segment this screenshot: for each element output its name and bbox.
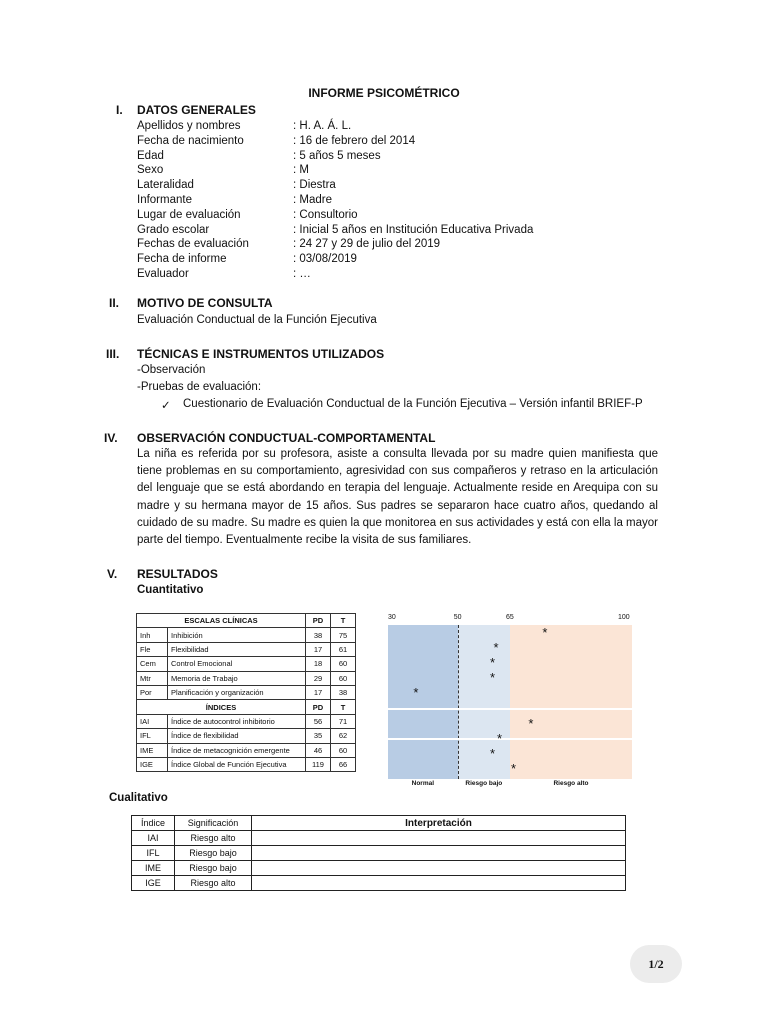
section-5-number: V. (107, 567, 118, 581)
scale-name-cell: Planificación y organización (168, 685, 306, 699)
scale-pd-cell: 29 (306, 671, 331, 685)
scale-t-cell: 66 (331, 757, 356, 771)
qual-header-cell: Índice (132, 816, 175, 831)
chart-point-ime: * (490, 745, 496, 761)
instrument-item: Cuestionario de Evaluación Conductual de la Función Ejecutiva – Versión infantil BRIEF-P (183, 398, 643, 410)
qual-header-cell: Significación (175, 816, 252, 831)
qual-interp-cell (252, 831, 626, 846)
qual-interp-cell (252, 846, 626, 861)
scales-table (136, 613, 356, 772)
datos-value: : Consultorio (293, 208, 358, 221)
scale-name-cell: Flexibilidad (168, 642, 306, 656)
datos-value: : M (293, 164, 309, 177)
datos-row (137, 134, 415, 149)
datos-value: : H. A. Á. L. (293, 120, 352, 132)
qual-header-cell: Interpretación (252, 816, 626, 831)
motivo-text: Evaluación Conductual de la Función Ejecutiva (137, 314, 377, 326)
chart-band-label: Riesgo alto (553, 780, 589, 787)
section-2-title: MOTIVO DE CONSULTA (137, 296, 273, 310)
chart-point-inh: * (542, 625, 548, 640)
section-1-number: I. (116, 103, 123, 117)
scales-header-cell: T (331, 700, 356, 714)
datos-row (137, 223, 533, 238)
datos-row (137, 149, 381, 164)
scale-pd-cell: 56 (306, 714, 331, 728)
qual-header-row (132, 816, 626, 831)
datos-row (137, 119, 351, 134)
chart-point-mtr: * (490, 670, 496, 686)
datos-label: Sexo (137, 164, 164, 177)
table-row (137, 685, 356, 699)
qual-idx-cell: IFL (132, 846, 175, 861)
scale-pd-cell: 18 (306, 657, 331, 671)
qual-sig-cell: Riesgo alto (175, 831, 252, 846)
qualitative-table (131, 815, 626, 891)
table-row (137, 757, 356, 771)
chart-axis-tick: 30 (388, 614, 396, 621)
scale-t-cell: 38 (331, 685, 356, 699)
chart-band-riesgo-alto (510, 625, 632, 779)
scale-name-cell: Inhibición (168, 628, 306, 642)
datos-label: Apellidos y nombres (137, 120, 241, 132)
scale-name-cell: Control Emocional (168, 657, 306, 671)
datos-label: Evaluador (137, 268, 189, 280)
chart-band-riesgo-bajo (458, 625, 510, 779)
table-row (132, 831, 626, 846)
scale-abbr-cell: Por (137, 685, 168, 699)
qual-idx-cell: IME (132, 861, 175, 876)
chart-point-cem: * (490, 655, 496, 671)
datos-value: : 03/08/2019 (293, 253, 357, 266)
datos-row (137, 237, 440, 252)
table-row (132, 876, 626, 891)
chart-axis-tick: 100 (618, 614, 630, 621)
section-2-number: II. (109, 296, 120, 310)
datos-label: Informante (137, 194, 192, 206)
scales-header-row (137, 700, 356, 714)
table-row (132, 861, 626, 876)
scale-name-cell: Índice de metacognición emergente (168, 743, 306, 757)
qual-interp-cell (252, 876, 626, 891)
datos-row (137, 163, 309, 178)
chart-axis-tick: 65 (506, 614, 514, 621)
datos-row (137, 178, 336, 193)
datos-value: : Diestra (293, 179, 336, 192)
chart-point-fle: * (493, 640, 499, 656)
scale-t-cell: 62 (331, 729, 356, 743)
chart-row-separator (388, 738, 632, 740)
report-title: INFORME PSICOMÉTRICO (308, 86, 460, 100)
scale-pd-cell: 38 (306, 628, 331, 642)
scales-header-cell: PD (306, 700, 331, 714)
datos-label: Lateralidad (137, 179, 194, 192)
chart-cutoff-line (458, 625, 459, 779)
chart-point-por: * (413, 685, 419, 701)
scale-t-cell: 75 (331, 628, 356, 642)
scale-pd-cell: 35 (306, 729, 331, 743)
scales-header-row (137, 614, 356, 628)
scale-pd-cell: 46 (306, 743, 331, 757)
datos-value: : Madre (293, 194, 332, 206)
scale-pd-cell: 17 (306, 642, 331, 656)
table-row (137, 671, 356, 685)
scale-t-cell: 60 (331, 743, 356, 757)
scale-t-cell: 60 (331, 657, 356, 671)
qual-sig-cell: Riesgo alto (175, 876, 252, 891)
scale-name-cell: Índice de flexibilidad (168, 729, 306, 743)
scales-header-cell: ÍNDICES (137, 700, 306, 714)
section-5-title: RESULTADOS (137, 567, 218, 581)
chart-point-ifl: * (497, 730, 503, 746)
datos-label: Lugar de evaluación (137, 208, 241, 221)
datos-value: : 24 27 y 29 de julio del 2019 (293, 238, 441, 251)
qual-sig-cell: Riesgo bajo (175, 861, 252, 876)
chart-band-label: Riesgo bajo (465, 780, 503, 787)
scale-t-cell: 71 (331, 714, 356, 728)
page-number: 1/2 (630, 945, 682, 983)
datos-value: : 5 años 5 meses (293, 149, 381, 162)
section-4-number: IV. (104, 431, 118, 445)
observation-paragraph: La niña es referida por su profesora, asiste a consulta llevada por su madre quien manifiesta que tiene problemas en su comportamiento, agresividad con sus compañeros y retraso en la articulación del lenguaje que se está abordando en terapia del lenguaje. Actualmente reside en Arequipa con su madre y su hermana mayor de 15 años. Sus padres se separaron hace cuatro años, quedando al cuidado de su madre. Su madre es quien la que monitorea en sus actividades y está con ella la mayor parte del tiempo. Eventualmente recibe la visita de sus familiares. (137, 448, 658, 547)
scale-abbr-cell: IME (137, 743, 168, 757)
scale-pd-cell: 17 (306, 685, 331, 699)
section-1-title: DATOS GENERALES (137, 103, 256, 117)
scale-abbr-cell: Cem (137, 657, 168, 671)
datos-value: : 16 de febrero del 2014 (293, 134, 416, 147)
scale-abbr-cell: Mtr (137, 671, 168, 685)
scale-t-cell: 60 (331, 671, 356, 685)
section-3-number: III. (106, 347, 120, 361)
scale-abbr-cell: IFL (137, 729, 168, 743)
datos-label: Fechas de evaluación (137, 238, 249, 251)
table-row (137, 729, 356, 743)
section-4-title: OBSERVACIÓN CONDUCTUAL-COMPORTAMENTAL (137, 431, 436, 445)
table-row (137, 628, 356, 642)
scales-header-cell: ESCALAS CLÍNICAS (137, 614, 306, 628)
section-3-title: TÉCNICAS E INSTRUMENTOS UTILIZADOS (137, 347, 385, 361)
datos-value: : … (293, 268, 311, 280)
scale-abbr-cell: Fle (137, 642, 168, 656)
datos-value: : Inicial 5 años en Institución Educativa Privada (293, 223, 534, 236)
datos-label: Fecha de nacimiento (137, 134, 244, 147)
table-row (137, 657, 356, 671)
datos-row (137, 267, 311, 282)
scales-header-cell: PD (306, 614, 331, 628)
scale-name-cell: Memoria de Trabajo (168, 671, 306, 685)
table-row (132, 846, 626, 861)
scale-abbr-cell: Inh (137, 628, 168, 642)
scale-name-cell: Índice Global de Función Ejecutiva (168, 757, 306, 771)
datos-label: Grado escolar (137, 223, 210, 236)
chart-point-iai: * (528, 715, 534, 731)
chart-band-normal (388, 625, 458, 779)
scale-pd-cell: 119 (306, 757, 331, 771)
datos-label: Fecha de informe (137, 253, 227, 266)
qual-interp-cell (252, 861, 626, 876)
chart-band-label: Normal (411, 780, 435, 787)
scale-abbr-cell: IGE (137, 757, 168, 771)
datos-row (137, 193, 332, 208)
chart-row-separator (388, 708, 632, 710)
datos-label: Edad (137, 149, 164, 162)
scale-t-cell: 61 (331, 642, 356, 656)
scales-header-cell: T (331, 614, 356, 628)
scale-name-cell: Índice de autocontrol inhibitorio (168, 714, 306, 728)
chart-axis-tick: 50 (453, 614, 462, 621)
table-row (137, 642, 356, 656)
table-row (137, 743, 356, 757)
t-score-profile-chart (388, 614, 632, 792)
chart-point-ige: * (510, 760, 517, 776)
quantitative-heading: Cuantitativo (137, 584, 204, 596)
datos-row (137, 252, 357, 267)
tecnica-pruebas: -Pruebas de evaluación: (137, 381, 262, 393)
scale-abbr-cell: IAI (137, 714, 168, 728)
qualitative-heading: Cualitativo (109, 792, 168, 804)
checkmark-icon: ✓ (161, 400, 171, 412)
table-row (137, 714, 356, 728)
qual-idx-cell: IAI (132, 831, 175, 846)
qual-sig-cell: Riesgo bajo (175, 846, 252, 861)
qual-idx-cell: IGE (132, 876, 175, 891)
tecnica-observacion: -Observación (137, 364, 206, 376)
datos-row (137, 208, 358, 223)
